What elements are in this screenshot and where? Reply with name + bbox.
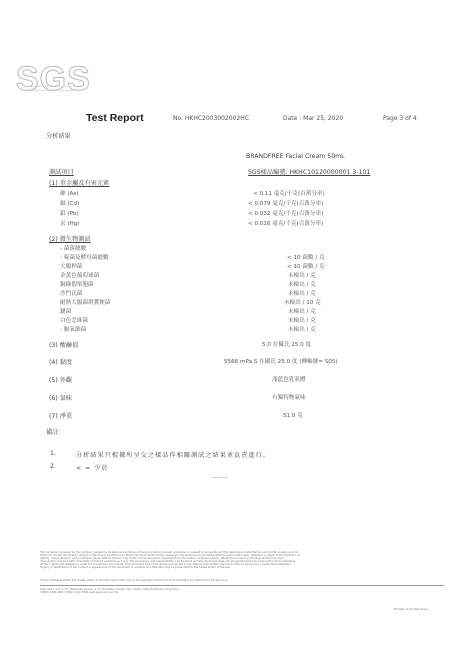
- test-item-result: 未檢出 / 克: [288, 273, 316, 279]
- test-item-name: - 菌落總數: [60, 246, 87, 252]
- remark-text: 分析結果只根據所呈交之樣品作相關測試之結果並負責進行。: [76, 452, 271, 459]
- test-item-result: 淺藍色乳狀體: [272, 377, 306, 383]
- report-date: Date : Mar 25, 2020: [283, 115, 344, 122]
- test-item-result: 有獨特物氣味: [272, 395, 306, 401]
- sgs-logo: SGS: [16, 60, 91, 98]
- remark-number: 2.: [50, 463, 56, 470]
- test-item-result: 未檢出 / 克: [288, 282, 316, 288]
- test-item-name: - 霉菌及酵母菌總數: [60, 255, 109, 261]
- test-item-name: 大腸桿菌: [60, 264, 83, 270]
- test-item-result: < 0.11 毫克/千克(百萬分率): [253, 191, 325, 197]
- address-line: Laboratory: 1-2, 5-7/F, Metropole Square, 2 On Yiu Street, Siu Lek Yuen, Shatin, New Territories, Hong Kong: [40, 588, 179, 591]
- end-marker: *** *** ***: [212, 476, 228, 480]
- disclaimer-line: all their rights and obligations under the transaction documents. This document cannot be reproduced except in full, without prior written approval of the Company. Any unauthorized alteration,: [40, 563, 292, 566]
- test-item-name: - 厭氧細菌: [60, 327, 87, 333]
- test-item-name: 金黃色葡萄球菌: [60, 273, 100, 279]
- test-item-name: 鏈菌: [60, 309, 72, 315]
- section-title: 分析結果: [46, 133, 71, 140]
- report-title: Test Report: [86, 112, 144, 124]
- member-line: Member of the SGS Group: [394, 608, 428, 611]
- test-item-name: (7) 淨重: [49, 413, 73, 420]
- test-item-result: 51.0 克: [283, 413, 303, 419]
- test-item-name: 鎘 (Cd): [60, 201, 80, 207]
- test-item-result: 未檢出 / 10 克: [284, 300, 321, 306]
- test-item-name: (4) 黏度: [49, 359, 73, 366]
- logo-underline: [26, 86, 74, 91]
- test-item-name: (3) 酸鹼值: [49, 342, 79, 349]
- test-item-result: < 10 菌數 / 克: [287, 264, 325, 270]
- test-item-result: 未檢出 / 克: [288, 291, 316, 297]
- test-item-name: 汞 (Hg): [60, 221, 80, 227]
- remark-text: < = 少於: [76, 465, 109, 472]
- test-item-name: (5) 外觀: [49, 377, 73, 384]
- footer-disclaimer: [40, 551, 444, 569]
- retention-notice: Unless otherwise stated the results shown in this test report refer only to the sample(s) tested and such sample(s) are retained for 30 days only.: [40, 579, 228, 582]
- report-number: No. HKHC2003002002HC: [173, 115, 249, 122]
- footer-address: [40, 588, 179, 594]
- test-item-result: 未檢出 / 克: [288, 318, 316, 324]
- test-item-result: < 10 菌數 / 克: [287, 255, 325, 261]
- test-item-name: 耐熱大腸菌群糞便菌: [60, 300, 111, 306]
- test-item-name: 砷 (As): [60, 191, 79, 197]
- sample-number: SGS樣品編號: HKHC10120000001 3-101: [248, 169, 371, 176]
- test-item-name: (6) 氣味: [49, 395, 73, 402]
- page-number: Page 3 of 4: [383, 115, 417, 122]
- test-item-name: 沙門氏菌: [60, 291, 83, 297]
- test-item-name: 白色念珠菌: [60, 318, 88, 324]
- test-item-result: 5566 mPa.S 在攝氏 25.0 度 (轉軸號= S05): [224, 359, 338, 365]
- test-item-result: < 0.032 毫克/千克(百萬分率): [248, 211, 324, 217]
- disclaimer-line: This document is issued by the Company subject to its General Conditions of Service printed overleaf, available on request or accessible at http://www.sgs.com/en/Terms-and-Conditions.aspx and, for: [40, 551, 299, 554]
- test-item-result: 未檢出 / 克: [288, 327, 316, 333]
- microbial-title: (2) 微生物測試: [49, 236, 91, 243]
- test-item-result: 5.0 在攝氏 25.0 度: [262, 342, 312, 348]
- test-item-result: < 0.016 毫克/千克(百萬分率): [248, 221, 324, 227]
- heavy-metals-title: (1) 重金屬及有害元素: [49, 180, 110, 187]
- disclaimer-line: forgery or falsification of the content or appearance of this document is unlawful and offenders may be prosecuted to the fullest extent of the law.: [40, 566, 231, 569]
- test-item-name: 銅綠假單胞菌: [60, 282, 94, 288]
- test-item-result: < 0.079 毫克/千克(百萬分率): [248, 201, 324, 207]
- column-header: 測試項目: [49, 169, 74, 176]
- test-item-result: 未檢出 / 克: [288, 309, 316, 315]
- footer-rule: [40, 585, 444, 586]
- disclaimer-line: liability, indemnification and jurisdiction issues defined therein. Any holder of this document is advised that information contained hereon reflects the Company's findings at the time of its: [40, 557, 284, 560]
- disclaimer-line: intervention only and within the limits of Client's instructions, if any. The Company's sole responsibility is to its Client and this document does not exonerate parties to a transaction from exercising: [40, 560, 296, 563]
- product-name: BRANDFREE Facial Cream 50mL: [246, 153, 345, 160]
- disclaimer-line: electronic format documents, subject to Terms and Conditions for Electronic Documents at http://www.sgs.com/en/Terms-and-Conditions/Terms-e-Document.aspx. Attention is drawn to the limitation of: [40, 554, 300, 557]
- remarks-title: 備註：: [46, 429, 65, 436]
- remark-number: 1.: [50, 450, 56, 457]
- address-line: t (852) 2334 4481 f (852) 2144 3799 www.sgsgroup.com.hk: [40, 591, 119, 594]
- test-item-name: 鉛 (Pb): [60, 211, 79, 217]
